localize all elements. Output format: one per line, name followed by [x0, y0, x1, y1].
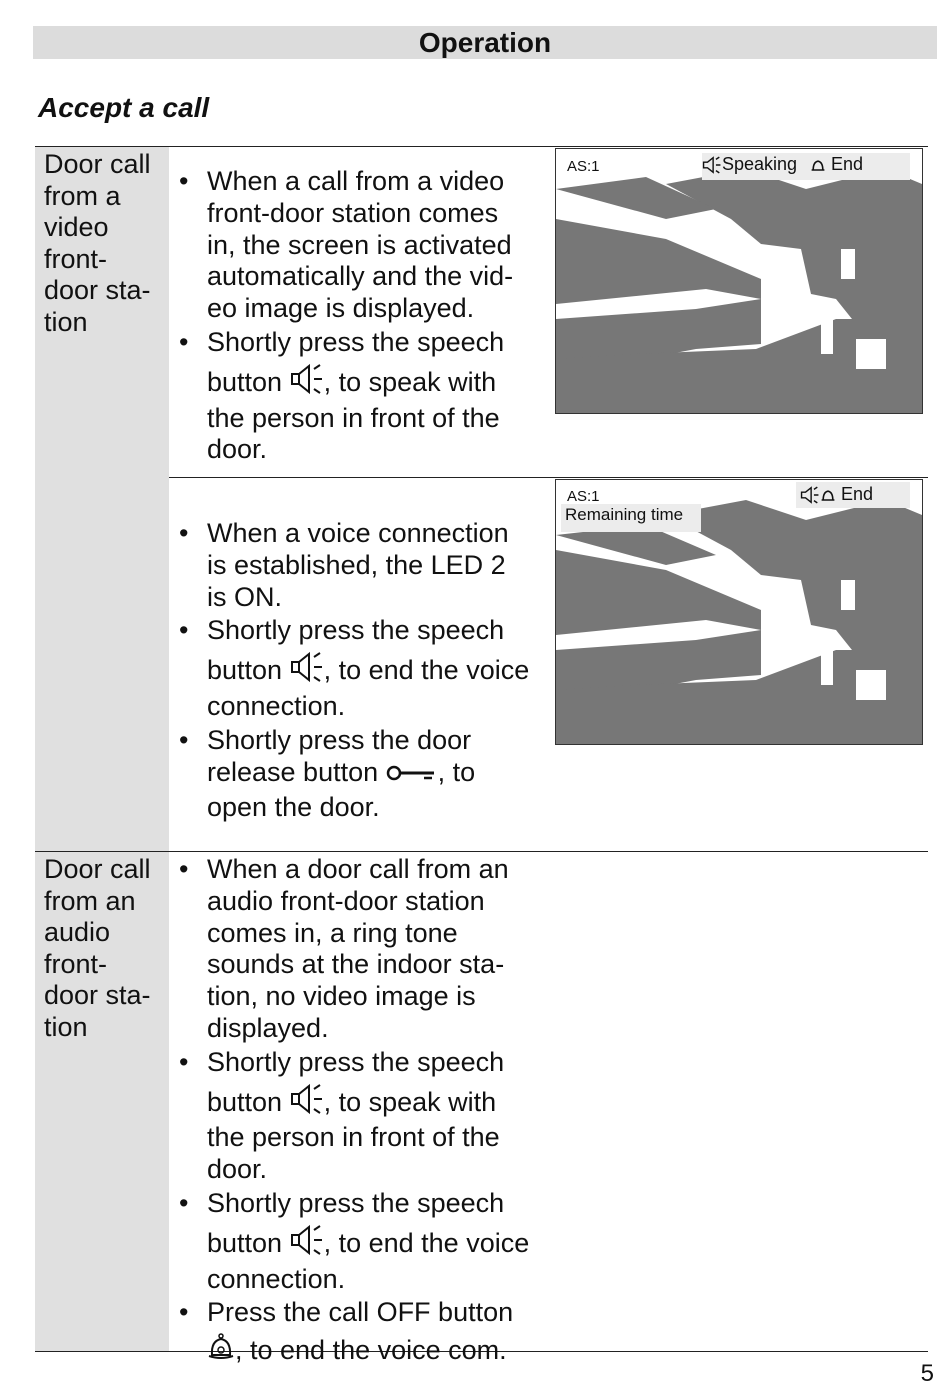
end-label: End	[800, 484, 873, 509]
row-label-video-text: Door call from a video front- door sta- tion	[44, 149, 151, 337]
list-item: • When a door call from an audio front-door station comes in, a ring tone sounds at the indoor sta- tion, no video image is displayed.	[171, 854, 571, 1045]
speaker-icon	[290, 1083, 324, 1123]
list-item: • When a voice connection is established, the LED 2 is ON.	[171, 518, 551, 613]
station-label: AS:1	[567, 158, 600, 175]
bell-icon	[207, 1333, 235, 1371]
row-divider-inner	[169, 477, 928, 478]
row-label-audio-text: Door call from an audio front- door sta- tion	[44, 854, 151, 1042]
section-title: Accept a call	[38, 92, 210, 123]
video-instructions-2	[171, 518, 551, 824]
list-item: • Shortly press the speech button , to end the voice connection.	[171, 1188, 571, 1295]
speaker-icon	[702, 156, 722, 179]
bell-icon	[810, 158, 826, 179]
list-item: • Shortly press the door release button , to open the door.	[171, 725, 551, 824]
house-image	[556, 149, 922, 413]
list-item: • Shortly press the speech button , to speak with the person in front of the door.	[171, 1047, 571, 1186]
speaker-icon	[290, 651, 324, 691]
row-label-audio	[35, 852, 169, 1351]
list-item: • Shortly press the speech button , to speak with the person in front of the door.	[171, 327, 551, 466]
list-item: • Shortly press the speech button , to end the voice connection.	[171, 615, 551, 722]
speaking-label: Speaking	[702, 154, 797, 179]
audio-instructions	[171, 854, 571, 1371]
list-item: • Press the call OFF button , to end the voice com.	[171, 1297, 571, 1371]
video-screen-speaking	[555, 148, 923, 414]
end-label: End	[810, 154, 863, 179]
station-label: AS:1	[567, 488, 600, 505]
video-screen-remaining	[555, 479, 923, 745]
speaker-icon	[290, 1224, 324, 1264]
key-icon	[386, 761, 438, 793]
row-label-video	[35, 147, 169, 851]
video-instructions-1	[171, 166, 551, 466]
speaker-icon	[290, 363, 324, 403]
list-item: • When a call from a video front-door station comes in, the screen is activated automatically and the vid- eo image is displayed.	[171, 166, 551, 325]
speaker-icon	[800, 486, 820, 509]
remaining-time-label: Remaining time	[565, 505, 684, 524]
page-header: Operation	[33, 26, 937, 59]
page-number: 5	[920, 1360, 934, 1387]
bell-icon	[820, 488, 836, 509]
